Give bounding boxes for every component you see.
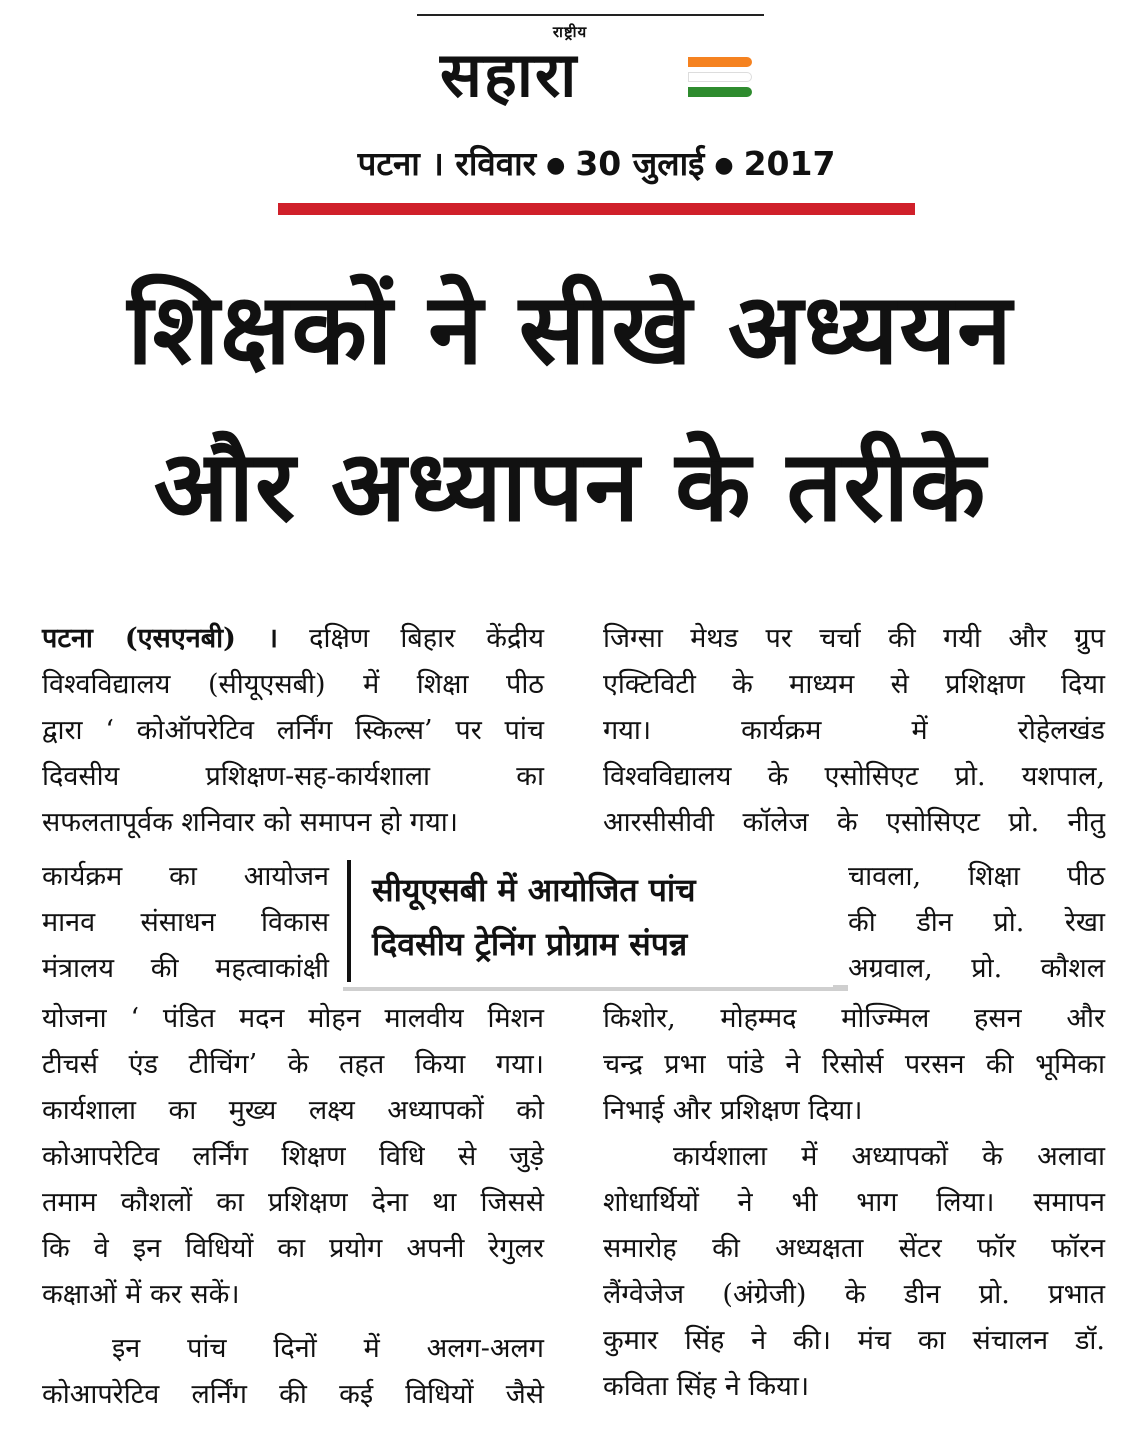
right-line-6: की डीन प्रो. रेखा (848, 907, 1105, 938)
left-line-3: दिवसीय प्रशिक्षण-सह-कार्यशाला का (42, 761, 544, 792)
left-line-13: कि वे इन विधियों का प्रयोग अपनी रेगुलर (42, 1233, 544, 1264)
right-line-13: समारोह की अध्यक्षता सेंटर फॉर फॉरन (603, 1233, 1105, 1264)
masthead-small-title: राष्ट्रीय (552, 23, 588, 41)
left-line-8: योजना ‘ पंडित मदन मोहन मालवीय मिशन (42, 1003, 544, 1034)
dateline-year: 2017 (743, 144, 836, 183)
pull-quote-bar (347, 860, 351, 982)
right-line-9: चन्द्र प्रभा पांडे ने रिसोर्स परसन की भूमिका (603, 1049, 1105, 1080)
right-line-11: कार्यशाला में अध्यापकों के अलावा (673, 1141, 1105, 1172)
right-line-5: चावला, शिक्षा पीठ (848, 861, 1105, 892)
left-line-5: कार्यक्रम का आयोजन (42, 861, 329, 892)
flag-white-band (688, 72, 752, 82)
right-line-1: एक्टिविटी के माध्यम से प्रशिक्षण दिया (603, 669, 1105, 700)
right-line-12: शोधार्थियों ने भी भाग लिया। समापन (603, 1187, 1105, 1218)
right-line-4: आरसीसीवी कॉलेज के एसोसिएट प्रो. नीतु (603, 807, 1105, 838)
right-line-10: निभाई और प्रशिक्षण दिया। (603, 1095, 863, 1126)
left-line-9: टीचर्स एंड टीचिंग’ के तहत किया गया। (42, 1049, 544, 1080)
pull-quote-line-2: दिवसीय ट्रेनिंग प्रोग्राम संपन्न (372, 925, 688, 963)
right-line-0: जिग्सा मेथड पर चर्चा की गयी और ग्रुप (603, 623, 1105, 654)
right-line-15: कुमार सिंह ने की। मंच का संचालन डॉ. (603, 1325, 1105, 1356)
right-line-3: विश्वविद्यालय के एसोसिएट प्रो. यशपाल, (603, 761, 1105, 792)
flag-saffron-band (688, 57, 752, 67)
dateline-red-rule (278, 203, 915, 215)
left-line-14: कक्षाओं में कर सकें। (42, 1279, 240, 1310)
dateline-city: पटना (357, 144, 420, 183)
right-line-8: किशोर, मोहम्मद मोज्म्मिल हसन और (603, 1003, 1105, 1034)
left-line-12: तमाम कौशलों का प्रशिक्षण देना था जिससे (42, 1187, 544, 1218)
left-line-10: कार्यशाला का मुख्य लक्ष्य अध्यापकों को (42, 1095, 544, 1126)
left-line-15: इन पांच दिनों में अलग-अलग (112, 1333, 544, 1364)
article-paragraph-line (42, 620, 544, 657)
dateline-day: रविवार (455, 144, 537, 183)
dateline-date: 30 जुलाई (575, 144, 705, 183)
tricolor-flag-icon (688, 57, 752, 102)
headline-line-1: शिक्षकों ने सीखे अध्ययन (127, 273, 1013, 387)
left-line-16: कोआपरेटिव लर्निंग की कई विधियों जैसे (42, 1379, 544, 1410)
right-line-14: लैंग्वेजेज (अंग्रेजी) के डीन प्रो. प्रभात (603, 1279, 1105, 1310)
left-line-11: कोआपरेटिव लर्निंग शिक्षण विधि से जुड़े (42, 1141, 544, 1172)
left-line-2: द्वारा ‘ कोऑपरेटिव लर्निंग स्किल्स’ पर पांच (42, 715, 544, 746)
left-line-0: दक्षिण बिहार केंद्रीय (309, 623, 544, 654)
left-line-7: मंत्रालय की महत्वाकांक्षी (42, 953, 329, 984)
right-line-2: गया। कार्यक्रम में रोहेलखंड (603, 715, 1105, 746)
pull-quote-line-1: सीयूएसबी में आयोजित पांच (372, 871, 696, 909)
left-line-1: विश्वविद्यालय (सीयूएसबी) में शिक्षा पीठ (42, 669, 544, 700)
left-line-6: मानव संसाधन विकास (42, 907, 329, 938)
right-line-16: कविता सिंह ने किया। (603, 1371, 810, 1402)
article-byline: पटना (एसएनबी) । (42, 623, 279, 654)
left-line-4: सफलतापूर्वक शनिवार को समापन हो गया। (42, 807, 458, 838)
flag-green-band (688, 87, 752, 97)
masthead-top-rule (417, 14, 764, 16)
right-line-7: अग्रवाल, प्रो. कौशल (848, 953, 1105, 984)
masthead-logo-text: सहारा (440, 38, 579, 111)
headline-line-2: और अध्यापन के तरीके (153, 430, 987, 544)
dateline: पटना । रविवार ● 30 जुलाई ● 2017 (357, 144, 836, 183)
